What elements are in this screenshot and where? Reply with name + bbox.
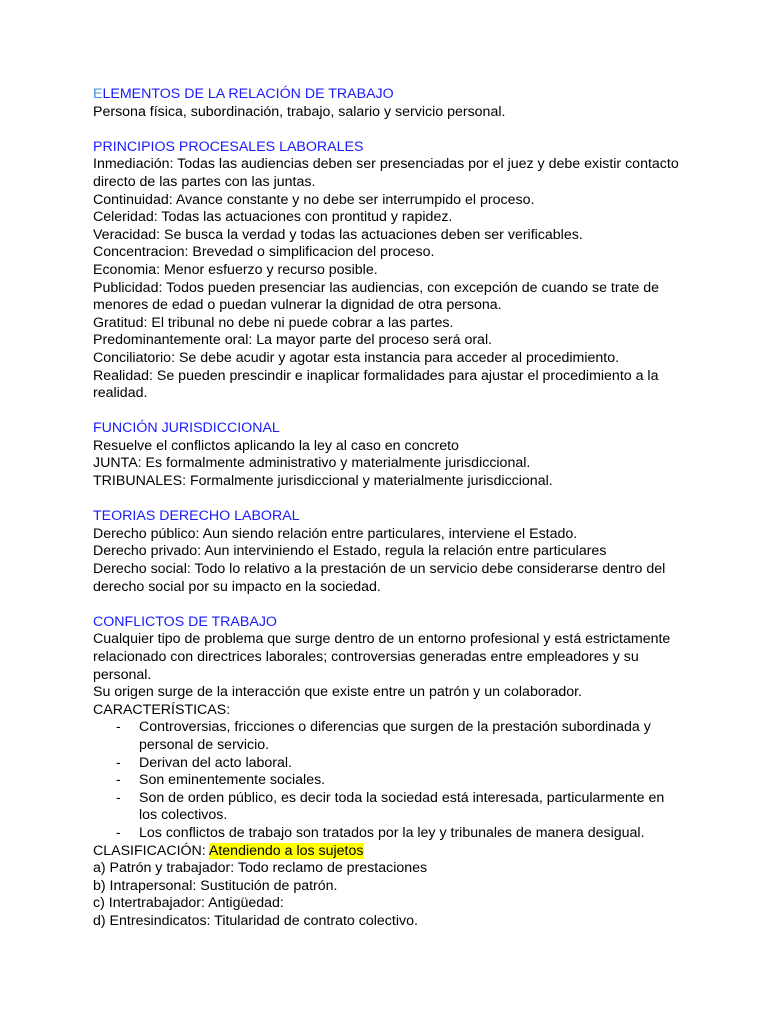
list-item xyxy=(93,719,683,754)
paragraph: Resuelve el conflictos aplicando la ley al caso en concreto xyxy=(93,437,459,454)
list-item xyxy=(93,772,683,790)
clasificacion-label: CLASIFICACIÓN: xyxy=(93,842,209,859)
bullet-dash: - xyxy=(116,754,121,771)
paragraph: JUNTA: Es formalmente administrativo y materialmente jurisdiccional. xyxy=(93,455,531,472)
paragraph: Conciliatorio: Se debe acudir y agotar esta instancia para acceder al procedimiento. xyxy=(93,349,620,366)
list-item-text: Son eminentemente sociales. xyxy=(139,772,326,789)
list-item-text: Controversias, fricciones o diferencias que surgen de la prestación subordinada y personal de servicio. xyxy=(139,719,651,753)
clasificacion-line xyxy=(93,843,683,861)
list-item xyxy=(93,790,683,825)
paragraph: Concentracion: Brevedad o simplificacion del proceso. xyxy=(93,244,435,261)
section-heading: FUNCIÓN JURISDICCIONAL xyxy=(93,420,280,437)
bullet-dash: - xyxy=(116,789,121,806)
heading-first-letter: E xyxy=(93,86,103,102)
paragraph: Su origen surge de la interacción que existe entre un patrón y un colaborador. xyxy=(93,684,582,701)
paragraph: Derecho privado: Aun interviniendo el Estado, regula la relación entre particulares xyxy=(93,543,607,560)
bullet-list xyxy=(93,719,683,842)
paragraph: Veracidad: Se busca la verdad y todas las actuaciones deben ser verificables. xyxy=(93,226,583,243)
document-page xyxy=(93,86,683,948)
highlighted-text: Atendiendo a los sujetos xyxy=(208,842,364,859)
section-heading: PRINCIPIOS PROCESALES LABORALES xyxy=(93,138,364,155)
section-heading xyxy=(93,86,683,104)
paragraph: Derecho social: Todo lo relativo a la prestación de un servicio debe considerarse dentro del derecho social por su impacto en la sociedad. xyxy=(93,561,666,595)
section-heading: TEORIAS DERECHO LABORAL xyxy=(93,508,300,525)
paragraph: Continuidad: Avance constante y no debe ser interrumpido el proceso. xyxy=(93,191,535,208)
section-heading: CONFLICTOS DE TRABAJO xyxy=(93,613,277,630)
bullet-dash: - xyxy=(116,824,121,841)
bullet-dash: - xyxy=(116,772,121,789)
list-item-text: Los conflictos de trabajo son tratados por la ley y tribunales de manera desigual. xyxy=(139,824,645,841)
paragraph: Persona física, subordinación, trabajo, salario y servicio personal. xyxy=(93,103,506,120)
paragraph: Predominantemente oral: La mayor parte del proceso será oral. xyxy=(93,332,493,349)
paragraph: Derecho público: Aun siendo relación entre particulares, interviene el Estado. xyxy=(93,525,578,542)
paragraph: Economia: Menor esfuerzo y recurso posible. xyxy=(93,261,378,278)
list-item-text: Derivan del acto laboral. xyxy=(139,754,292,771)
paragraph: Cualquier tipo de problema que surge dentro de un entorno profesional y está estrictamente relacionado con directrices laborales; controversias generadas entre empleadores y su personal. xyxy=(93,631,671,683)
list-item xyxy=(93,755,683,773)
paragraph: Realidad: Se pueden prescindir e inaplicar formalidades para ajustar el procedimiento a la realidad. xyxy=(93,367,659,402)
paragraph: Publicidad: Todos pueden presenciar las audiencias, con excepción de cuando se trate de menores de edad o puedan vulnerar la dignidad de otra persona. xyxy=(93,279,660,314)
list-item xyxy=(93,825,683,843)
section-funcion xyxy=(93,420,683,490)
paragraph: b) Intrapersonal: Sustitución de patrón. xyxy=(93,877,338,894)
paragraph: Celeridad: Todas las actuaciones con prontitud y rapidez. xyxy=(93,209,453,226)
heading-rest: LEMENTOS DE LA RELACIÓN DE TRABAJO xyxy=(102,86,394,102)
section-elementos xyxy=(93,86,683,121)
section-principios xyxy=(93,139,683,403)
paragraph: c) Intertrabajador: Antigüedad: xyxy=(93,895,284,912)
section-teorias xyxy=(93,508,683,596)
bullet-dash: - xyxy=(116,719,121,736)
paragraph: TRIBUNALES: Formalmente jurisdiccional y materialmente jurisdiccional. xyxy=(93,473,553,490)
paragraph: Inmediación: Todas las audiencias deben ser presenciadas por el juez y debe existir contacto directo de las partes con las juntas. xyxy=(93,156,679,190)
list-item-text: Son de orden público, es decir toda la sociedad está interesada, particularmente en los colectivos. xyxy=(139,789,665,824)
subheading: CARACTERÍSTICAS: xyxy=(93,701,231,718)
paragraph: d) Entresindicatos: Titularidad de contrato colectivo. xyxy=(93,912,418,929)
paragraph: Gratitud: El tribunal no debe ni puede cobrar a las partes. xyxy=(93,314,454,331)
section-conflictos xyxy=(93,614,683,931)
paragraph: a) Patrón y trabajador: Todo reclamo de prestaciones xyxy=(93,860,428,877)
